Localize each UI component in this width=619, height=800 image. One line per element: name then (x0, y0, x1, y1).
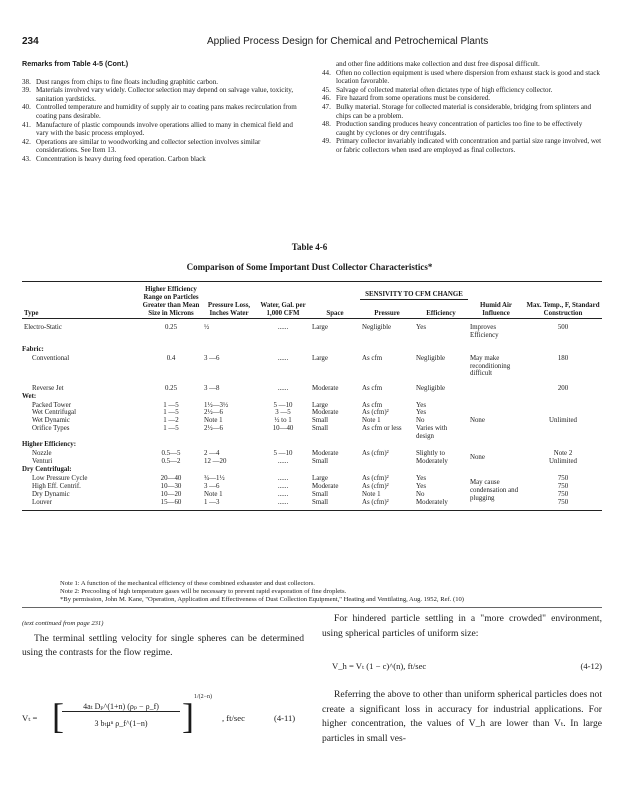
remark-item (322, 94, 602, 103)
table-cell: 0.25 (164, 323, 178, 331)
table-cell: 1½—3½ (204, 401, 229, 409)
table-row (22, 385, 602, 393)
remark-text: Often no collection equipment is used where dispersion from exhaust stack is good and stack location favorable. (336, 68, 600, 86)
remark-item (322, 86, 602, 95)
table-cell: 180 (557, 354, 569, 362)
table-group-label: Dry Centrifugal: (22, 465, 72, 473)
table-cell: As (cfm)² (362, 498, 389, 506)
remark-number: 45. (322, 85, 331, 94)
table-cell: 3 —8 (204, 384, 220, 392)
table-row (22, 441, 602, 450)
table-cell: Dry Dynamic (32, 490, 70, 498)
col-efficiency: Higher Efficiency Range on Particles Greater than Mean Size in Microns (142, 286, 200, 317)
table-row (22, 346, 602, 355)
table-cell: Venturi (32, 457, 53, 465)
remark-item (22, 155, 304, 164)
table-cell: Note 2 (553, 450, 573, 458)
remarks-right-list (322, 69, 602, 155)
note-source: *By permission, John M. Kane, "Operation, Application and Effectiveness of Dust Collection Equipment," Heating and Ventilating, Aug. 1952, Ref. (10) (60, 595, 464, 603)
remark-text: Materials involved vary widely. Collector selection may depend on salvage value, toxicity, sanitation yardsticks. (36, 86, 294, 103)
table-cell: ½ to 1 (274, 417, 292, 425)
table-cell: Packed Tower (32, 401, 71, 409)
remark-item (322, 137, 602, 154)
remark-number: 44. (322, 68, 331, 77)
col-sens-pressure: Pressure (374, 309, 400, 317)
table-cell: Yes (416, 409, 427, 417)
running-title: Applied Process Design for Chemical and Petrochemical Plants (207, 36, 489, 47)
table-cell: 1 —5 (163, 425, 179, 433)
table-cell: 3 —5 (275, 409, 291, 417)
table-row (22, 475, 602, 483)
table-cell: Moderate (312, 482, 339, 490)
table-cell: 0.25 (164, 384, 178, 392)
col-space: Space (326, 309, 344, 317)
table-cell: ...... (277, 498, 289, 506)
table-cell: 500 (557, 323, 569, 331)
remark-text: Manufacture of plastic compounds involve operations allied to many in chemical field and vary with the basic process employed. (36, 120, 293, 138)
table-cell: 0.4 (166, 354, 176, 362)
table-cell: 750 (557, 498, 569, 506)
remarks-right-column (322, 60, 602, 155)
remark-number: 41. (22, 120, 31, 129)
table-cell: 2½—6 (204, 409, 223, 417)
table-cell: 5 —10 (273, 401, 293, 409)
table-row (22, 402, 602, 410)
remark-number: 40. (22, 103, 31, 112)
table-cell: None (470, 417, 485, 425)
eq-lhs: Vₜ = (22, 713, 38, 723)
table-cell: Yes (416, 482, 427, 490)
table-cell (468, 385, 524, 393)
table-cell: ...... (277, 457, 289, 465)
col-pressure-loss: Pressure Loss, Inches Water (207, 301, 251, 317)
table-cell: ...... (277, 354, 289, 362)
table-cell: 15—60 (160, 498, 182, 506)
remark-text: Operations are similar to woodworking and collector selection involves similar considerations. See Item 13. (36, 137, 261, 155)
eq-units: , ft/sec (222, 713, 245, 723)
table-row (22, 355, 602, 385)
table-row (22, 466, 602, 475)
table-cell: Reverse Jet (32, 384, 64, 392)
eq-exponent: 1/(2−n) (194, 694, 213, 700)
table-cell: Moderately (416, 457, 448, 465)
table-cell: No (416, 417, 425, 425)
remark-number: 38. (22, 77, 31, 86)
note-1: Note 1: A function of the mechanical efficiency of these combined exhauster and dust collectors. (60, 580, 315, 587)
table-cell: As (cfm)² (362, 482, 389, 490)
remark-item (22, 103, 304, 120)
remark-number: 39. (22, 86, 31, 95)
table-cell: 10—30 (160, 482, 182, 490)
remark-text: Concentration is heavy during feed operation. Carbon black (36, 154, 206, 163)
table-cell: 750 (557, 490, 569, 498)
table-cell: ...... (277, 490, 289, 498)
table-cell: None (470, 454, 485, 462)
body-right-column-2 (322, 688, 602, 746)
dust-collector-table (22, 281, 602, 511)
remark-number: 48. (322, 120, 331, 129)
table-cell: Small (312, 457, 329, 465)
remark-item (322, 69, 602, 86)
table-cell: Small (312, 498, 329, 506)
table-cell: Varies with design (416, 425, 448, 441)
table-cell: As (cfm)² (362, 409, 389, 417)
table-cell (360, 458, 414, 466)
remark-text: Controlled temperature and humidity of supply air to coating pans makes recirculation from coating pans desirable. (36, 103, 297, 120)
remark-number: 43. (22, 154, 31, 163)
table-cell: Negligible (416, 384, 446, 392)
continued-from: (text continued from page 231) (22, 620, 104, 627)
eq-numerator: 4aₜ Dₚ^(1+n) (ρₚ − ρ_f) (62, 702, 180, 712)
table-cell: Yes (416, 401, 427, 409)
table-cell: 5 —10 (273, 450, 293, 458)
remarks-left-list (22, 78, 304, 164)
table-cell: 1 —3 (204, 498, 220, 506)
table-row (22, 324, 602, 346)
table-cell: Note 1 (362, 417, 381, 425)
col-type: Type (24, 309, 39, 317)
remark-text: Dust ranges from chips to fine floats including graphitic carbon. (36, 77, 219, 86)
table-cell: 1 —5 (163, 409, 179, 417)
table-cell: ...... (277, 323, 289, 331)
table-cell: 1 —5 (163, 401, 179, 409)
remark-item (22, 78, 304, 87)
col-humid: Humid Air Influence (480, 301, 512, 317)
table-cell: Orifice Types (32, 425, 70, 433)
table-notes (60, 580, 600, 603)
remarks-title: Remarks from Table 4-5 (Cont.) (22, 59, 129, 68)
table-cell: Small (312, 417, 329, 425)
table-cell: Large (312, 323, 328, 331)
table-row (22, 393, 602, 402)
table-group-label: Higher Efficiency: (22, 441, 77, 449)
table-cell: 20—40 (160, 474, 182, 482)
table-cell: Unlimited (549, 457, 577, 465)
table-cell: Moderate (312, 409, 339, 417)
table-cell: 3 —6 (204, 354, 220, 362)
table-cell: May make reconditioning difficult (470, 354, 511, 378)
table-cell: Small (312, 425, 329, 433)
table-cell: Large (312, 401, 328, 409)
table-cell: High Eff. Centrif. (32, 482, 81, 490)
table-cell: No (416, 490, 425, 498)
remarks-left-column (22, 60, 304, 164)
table-cell: Large (312, 474, 328, 482)
remarks-continuation: and other fine additions make collection and dust free disposal difficult. (336, 60, 540, 68)
eq-number-4-11: (4-11) (274, 713, 296, 723)
remark-item (22, 138, 304, 155)
table-title: Comparison of Some Important Dust Collector Characteristics* (186, 262, 433, 272)
eq-left-bracket: [ (52, 696, 64, 736)
remark-item (22, 121, 304, 138)
table-cell: Negligible (416, 354, 446, 362)
table-cell: ¾—1½ (204, 474, 225, 482)
table-cell: 10—20 (160, 490, 182, 498)
table-cell: ...... (277, 474, 289, 482)
body-right-column (322, 612, 602, 641)
col-sensitivity: SENSIVITY TO CFM CHANGE (360, 282, 468, 300)
remark-number: 46. (322, 94, 331, 103)
table-row (22, 450, 602, 458)
table-cell: Note 1 (204, 490, 223, 498)
table-cell: Wet Centrifugal (32, 409, 77, 417)
table-cell: Large (312, 354, 328, 362)
table-cell: Small (312, 490, 329, 498)
table-cell: 750 (557, 482, 569, 490)
table-group-label: Fabric: (22, 345, 44, 353)
remark-text: Fire hazard from some operations must be considered. (336, 94, 491, 103)
remark-text: Production sanding produces heavy concentration of particles too fine to be effectively caught by cyclones or dry centrifugals. (336, 120, 583, 137)
table-cell: 0.5—5 (161, 450, 181, 458)
eq-4-12-expr: V_h = Vₜ (1 − c)^(n), ft/sec (332, 661, 427, 671)
table-cell: Moderate (312, 450, 339, 458)
table-number: Table 4-6 (291, 242, 328, 252)
table-group-label: Wet: (22, 392, 37, 400)
table-cell: 2½—6 (204, 425, 223, 433)
remark-item (322, 103, 602, 120)
table-cell: Conventional (32, 354, 70, 362)
right-paragraph-1: For hindered particle settling in a "more crowded" environment, using spherical particles of uniform size: (322, 613, 602, 639)
body-left-column (22, 617, 304, 661)
note-2: Note 2: Precooling of high temperature gases will be necessary to prevent rapid evaporation of fine droplets. (60, 587, 347, 595)
table-cell: ...... (277, 482, 289, 490)
table-cell: 0.5—2 (161, 457, 181, 465)
remark-number: 47. (322, 102, 331, 111)
table-cell: Yes (416, 474, 427, 482)
table-cell: As cfm or less (362, 425, 402, 433)
remark-item (322, 120, 602, 137)
table-cell: As cfm (362, 401, 383, 409)
table-cell: Low Pressure Cycle (32, 474, 88, 482)
table-cell: Unlimited (549, 417, 577, 425)
remark-item (22, 86, 304, 103)
table-cell: As (cfm)² (362, 450, 389, 458)
table-cell: Wet Dynamic (32, 417, 70, 425)
col-water: Water, Gal. per 1,000 CFM (260, 301, 306, 317)
table-cell: Negligible (362, 323, 392, 331)
notes-rule (22, 607, 602, 608)
table-cell: Slightly to (416, 450, 445, 458)
table-cell: Moderate (312, 384, 339, 392)
table-cell: Improves Efficiency (470, 323, 499, 339)
table-cell: As cfm (362, 354, 383, 362)
table-cell: 2 —4 (204, 450, 220, 458)
right-paragraph-2: Referring the above to other than uniform spherical particles does not create a significant loss in accuracy for industrial applications. For higher concentration, the values of V_h are lower than Vₜ. In large particles in small ves- (322, 689, 602, 744)
table-cell: As (cfm)² (362, 474, 389, 482)
col-sens-efficiency: Efficiency (426, 309, 456, 317)
col-max-temp: Max. Temp., F, Standard Construction (526, 301, 600, 317)
table-cell: Louver (32, 498, 52, 506)
table-cell: 10—40 (272, 425, 294, 433)
table-cell: As cfm (362, 384, 383, 392)
table-cell: Note 1 (204, 417, 223, 425)
table-cell: Note 1 (362, 490, 381, 498)
table-cell: Moderately (416, 498, 448, 506)
eq-right-bracket: ] (182, 696, 194, 736)
table-cell: ...... (277, 384, 289, 392)
remark-number: 49. (322, 137, 331, 146)
table-cell: Electro-Static (24, 323, 62, 331)
eq-number-4-12: (4-12) (580, 661, 602, 671)
eq-denominator: 3 bₜμⁿ ρ_f^(1−n) (94, 719, 148, 728)
remark-text: Primary collector invariably indicated with concentration and partial size range involved, wet or fabric collectors when used are employed as final collectors. (336, 137, 602, 154)
table-cell: Yes (416, 323, 427, 331)
table-cell: 3 —6 (204, 482, 220, 490)
table-cell: Nozzle (32, 450, 52, 458)
remark-number: 42. (22, 137, 31, 146)
table-cell: May cause condensation and plugging (470, 478, 519, 502)
remark-text: Salvage of collected material often dictates type of high efficiency collector. (336, 85, 553, 94)
table-cell: ½ (204, 323, 210, 331)
table-cell: 750 (557, 474, 569, 482)
table-cell: 12 —20 (204, 457, 227, 465)
left-paragraph: The terminal settling velocity for single spheres can be determined using the contrasts for the flow regime. (22, 632, 304, 658)
equation-4-11 (22, 694, 304, 741)
page-number: 234 (22, 36, 39, 47)
remark-text: Bulky material. Storage for collected material is considerable, bridging from splinters and chips can be a problem. (336, 102, 592, 120)
table-cell: 200 (557, 384, 569, 392)
table-cell: 1 —2 (163, 417, 179, 425)
